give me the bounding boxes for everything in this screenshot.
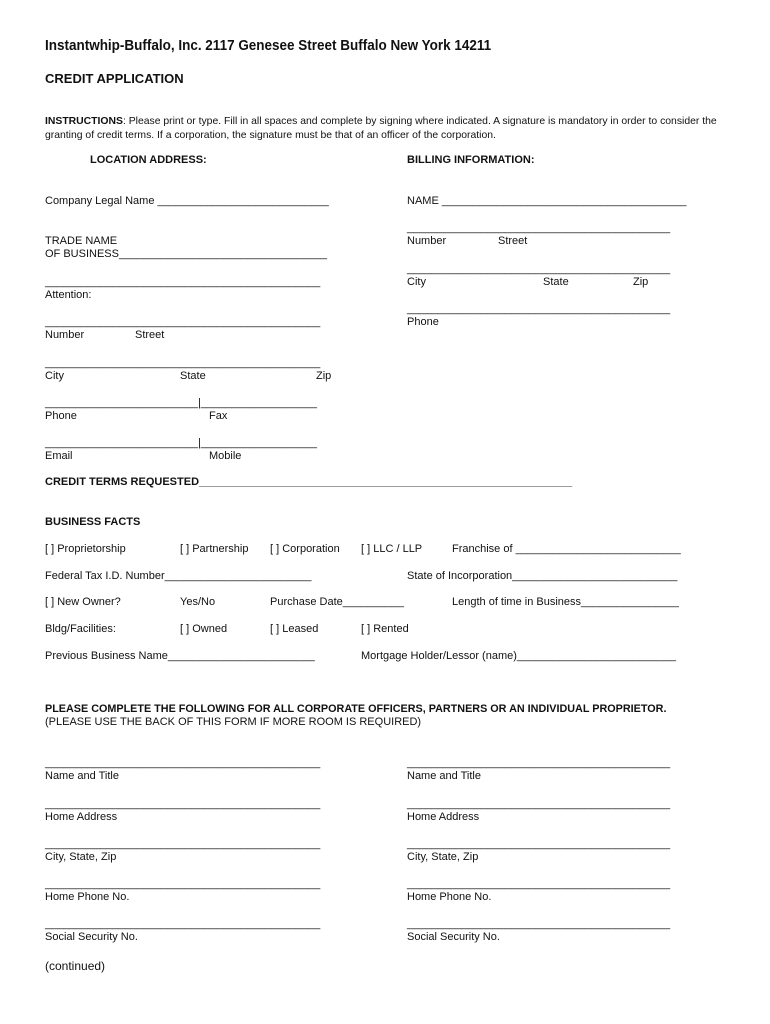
officer1-home-phone-label: Home Phone No. xyxy=(45,891,130,903)
officer2-home-address-label: Home Address xyxy=(407,811,480,823)
state-of-incorporation-field[interactable]: State of Incorporation___________________________ xyxy=(407,570,678,582)
partnership-checkbox[interactable]: [ ] Partnership xyxy=(180,543,249,555)
officer1-name-title-label: Name and Title xyxy=(45,770,119,782)
officer2-ssn-line[interactable]: ___________________________________________ xyxy=(407,918,671,930)
officer2-city-line[interactable]: ___________________________________________ xyxy=(407,838,671,850)
instructions-text: : Please print or type. Fill in all spaces and complete by signing where indicated. A signature is mandatory in order to consider the granting of credit terms. If a corporation, the signature must be that of an officer of the corporation. xyxy=(45,116,717,141)
business-facts-heading: BUSINESS FACTS xyxy=(45,516,141,528)
llc-llp-checkbox[interactable]: [ ] LLC / LLP xyxy=(361,543,423,555)
officer2-phone-line[interactable]: ___________________________________________ xyxy=(407,878,671,890)
attention-line[interactable]: _____________________________________________ xyxy=(45,276,321,288)
billing-name-field[interactable]: NAME ________________________________________ xyxy=(407,195,687,207)
trade-name-label: TRADE NAME xyxy=(45,235,118,247)
billing-city-label: City xyxy=(407,276,426,288)
officer1-city-state-zip-label: City, State, Zip xyxy=(45,851,117,863)
form-subtitle: CREDIT APPLICATION xyxy=(45,71,184,86)
officer2-city-state-zip-label: City, State, Zip xyxy=(407,851,479,863)
location-fax-label: Fax xyxy=(209,410,228,422)
billing-state-label: State xyxy=(543,276,569,288)
officers-subheading: (PLEASE USE THE BACK OF THIS FORM IF MORE ROOM IS REQUIRED) xyxy=(45,716,422,728)
bldg-facilities-label: Bldg/Facilities: xyxy=(45,623,116,635)
billing-zip-label: Zip xyxy=(633,276,649,288)
page-title: Instantwhip-Buffalo, Inc. 2117 Genesee Street Buffalo New York 14211 xyxy=(45,38,492,54)
billing-street-label: Street xyxy=(498,235,528,247)
billing-information-heading: BILLING INFORMATION: xyxy=(407,154,535,166)
company-legal-name-field[interactable]: Company Legal Name ____________________________ xyxy=(45,195,329,207)
officer1-name-line[interactable]: _____________________________________________ xyxy=(45,757,321,769)
rented-checkbox[interactable]: [ ] Rented xyxy=(361,623,409,635)
corporation-checkbox[interactable]: [ ] Corporation xyxy=(270,543,340,555)
length-of-time-field[interactable]: Length of time in Business________________ xyxy=(452,596,679,608)
phone-fax-line[interactable]: _________________________|___________________ xyxy=(45,397,318,409)
new-owner-checkbox[interactable]: [ ] New Owner? xyxy=(45,596,121,608)
proprietorship-checkbox[interactable]: [ ] Proprietorship xyxy=(45,543,126,555)
location-address-heading: LOCATION ADDRESS: xyxy=(90,154,207,166)
officer2-name-title-label: Name and Title xyxy=(407,770,481,782)
owned-checkbox[interactable]: [ ] Owned xyxy=(180,623,228,635)
purchase-date-field[interactable]: Purchase Date__________ xyxy=(270,596,404,608)
officer1-ssn-line[interactable]: _____________________________________________ xyxy=(45,918,321,930)
officer1-home-address-label: Home Address xyxy=(45,811,118,823)
billing-phone-label: Phone xyxy=(407,316,439,328)
billing-city-line[interactable]: ___________________________________________ xyxy=(407,263,671,275)
location-city-line[interactable]: _____________________________________________ xyxy=(45,357,321,369)
previous-business-name-field[interactable]: Previous Business Name________________________ xyxy=(45,650,315,662)
officer1-ssn-label: Social Security No. xyxy=(45,931,138,943)
trade-name-field[interactable]: OF BUSINESS__________________________________ xyxy=(45,248,327,260)
officers-heading: PLEASE COMPLETE THE FOLLOWING FOR ALL CORPORATE OFFICERS, PARTNERS OR AN INDIVIDUAL PROPRIETOR. xyxy=(45,703,667,715)
yes-no-label: Yes/No xyxy=(180,596,216,608)
mortgage-holder-field[interactable]: Mortgage Holder/Lessor (name)__________________________ xyxy=(361,650,676,662)
officer1-city-line[interactable]: _____________________________________________ xyxy=(45,838,321,850)
officer2-ssn-label: Social Security No. xyxy=(407,931,500,943)
instructions-label: INSTRUCTIONS xyxy=(45,116,123,127)
location-phone-label: Phone xyxy=(45,410,77,422)
location-street-label: Street xyxy=(135,329,165,341)
location-state-label: State xyxy=(180,370,206,382)
billing-number-line[interactable]: ___________________________________________ xyxy=(407,222,671,234)
officer1-phone-line[interactable]: _____________________________________________ xyxy=(45,878,321,890)
officer2-home-phone-label: Home Phone No. xyxy=(407,891,492,903)
federal-tax-id-field[interactable]: Federal Tax I.D. Number________________________ xyxy=(45,570,312,582)
credit-terms-field[interactable]: CREDIT TERMS REQUESTED_____________________________________________________________ xyxy=(45,476,573,488)
location-zip-label: Zip xyxy=(316,370,332,382)
franchise-field[interactable]: Franchise of ___________________________ xyxy=(452,543,681,555)
location-number-line[interactable]: _____________________________________________ xyxy=(45,316,321,328)
instructions xyxy=(45,115,735,143)
billing-number-label: Number xyxy=(407,235,447,247)
leased-checkbox[interactable]: [ ] Leased xyxy=(270,623,319,635)
location-email-label: Email xyxy=(45,450,73,462)
officer1-address-line[interactable]: _____________________________________________ xyxy=(45,798,321,810)
location-city-label: City xyxy=(45,370,64,382)
email-mobile-line[interactable]: _________________________|___________________ xyxy=(45,437,318,449)
location-mobile-label: Mobile xyxy=(209,450,242,462)
officer2-name-line[interactable]: ___________________________________________ xyxy=(407,757,671,769)
location-number-label: Number xyxy=(45,329,85,341)
continued-note: (continued) xyxy=(45,959,106,973)
officer2-address-line[interactable]: ___________________________________________ xyxy=(407,798,671,810)
billing-phone-line[interactable]: ___________________________________________ xyxy=(407,303,671,315)
attention-label: Attention: xyxy=(45,289,92,301)
